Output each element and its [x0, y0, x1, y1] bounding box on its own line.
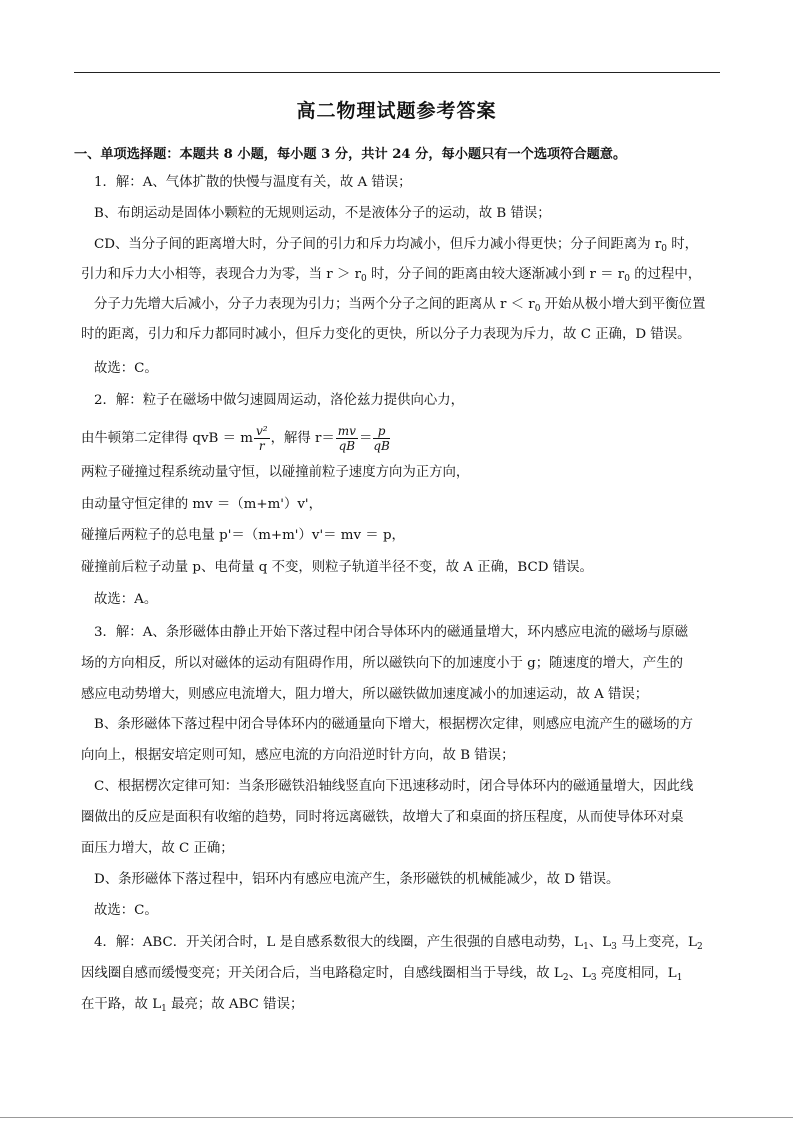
q2-line-3: 两粒子碰撞过程系统动量守恒，以碰撞前粒子速度方向为正方向， [81, 465, 470, 480]
q3-line-6: C、根据楞次定律可知：当条形磁铁沿轴线竖直向下迅速移动时，闭合导体环内的磁通量增大，因此线 [94, 779, 694, 794]
q2-line-6: 碰撞前后粒子动量 p、电荷量 q 不变，则粒子轨道半径不变，故 A 正确，BCD 错误。 [81, 560, 593, 575]
q1-line-6: 时的距离，引力和斥力都同时减小，但斥力变化的更快，所以分子力表现为斥力，故 C 正确，D 错误。 [81, 327, 691, 342]
q3-line-9: D、条形磁体下落过程中，铝环内有感应电流产生，条形磁铁的机械能减少，故 D 错误。 [94, 872, 620, 887]
q2-line-5: 碰撞后两粒子的总电量 p'＝（m+m'）v'＝ mv ＝ p， [81, 528, 405, 543]
q3-line-2: 场的方向相反，所以对磁体的运动有阻碍作用，所以磁铁向下的加速度小于 g；随速度的增大，产生的 [81, 656, 684, 671]
section-heading: 一、单项选择题：本题共 8 小题，每小题 3 分，共计 24 分，每小题只有一个选项符合题意。 [74, 147, 627, 162]
q2-line-4: 由动量守恒定律的 mv ＝（m+m'）v'， [81, 497, 323, 512]
q3-line-5: 向向上，根据安培定则可知，感应电流的方向沿逆时针方向，故 B 错误； [81, 748, 515, 763]
q1-line-2: B、布朗运动是固体小颗粒的无规则运动，不是液体分子的运动，故 B 错误； [94, 206, 551, 221]
q2-line-1: 2．解：粒子在磁场中做匀速圆周运动，洛伦兹力提供向心力， [94, 393, 465, 408]
q2-formula-line: 由牛顿第二定律得 qvB ＝ m $\frac{\text{v²}}{r}$ ，解得 r＝ $\frac{mv}{qB}$ ＝ $\frac{p}{qB}$ [81, 424, 390, 453]
q4-line-2: 因线圈自感而缓慢变亮；开关闭合后，当电路稳定时，自感线圈相当于导线，故 $L_2$、$L_3$ 亮度相同，$L_1$ [81, 966, 683, 983]
q3-line-7: 圈做出的反应是面积有收缩的趋势，同时将远离磁铁，故增大了和桌面的挤压程度，从而使导体环对桌 [81, 810, 684, 825]
q4-line-1: 4．解：ABC．开关闭合时，L 是自感系数很大的线圈，产生很强的自感电动势，$L_1$、$L_3$ 马上变亮，$L_2$ [94, 935, 703, 952]
q3-line-1: 3．解：A、条形磁体由静止开始下落过程中闭合导体环内的磁通量增大，环内感应电流的磁场与原磁 [94, 625, 688, 640]
q4-line-3: 在干路，故 $L_1$ 最亮；故 ABC 错误； [81, 997, 304, 1014]
page-title: 高二物理试题参考答案 [296, 100, 497, 122]
fraction-mv-over-qb: $\frac{mv}{qB}$ [337, 424, 356, 453]
fraction-v2-over-r: $\frac{\text{v²}}{r}$ [255, 424, 268, 453]
header-rule [74, 72, 720, 73]
q1-line-5: 分子力先增大后减小，分子力表现为引力；当两个分子之间的距离从 $r < r_0$ 开始从极小增大到平衡位置 [94, 297, 706, 314]
q3-line-4: B、条形磁体下落过程中闭合导体环内的磁通量向下增大，根据楞次定律，则感应电流产生的磁场的方 [94, 717, 694, 732]
q2-answer: 故选：A。 [94, 592, 158, 607]
q3-answer: 故选：C。 [94, 903, 158, 918]
q3-line-8: 面压力增大，故 C 正确； [81, 841, 234, 856]
footer-rule [0, 1117, 793, 1118]
q1-answer: 故选：C。 [94, 361, 158, 376]
q1-line-1: 1．解：A、气体扩散的快慢与温度有关，故 A 错误； [94, 175, 412, 190]
q1-line-3: CD、当分子间的距离增大时，分子间的引力和斥力均减小，但斥力减小得更快；分子间距离为 $r_0$ 时， [94, 237, 699, 254]
q1-line-4: 引力和斥力大小相等，表现合力为零，当 $r > r_0$ 时，分子间的距离由较大逐渐减小到 $r = r_0$ 的过程中， [81, 267, 702, 284]
fraction-p-over-qb: $\frac{p}{qB}$ [373, 424, 390, 453]
q3-line-3: 感应电动势增大，则感应电流增大，阻力增大，所以磁铁做加速度减小的加速运动，故 A 错误； [81, 687, 649, 702]
